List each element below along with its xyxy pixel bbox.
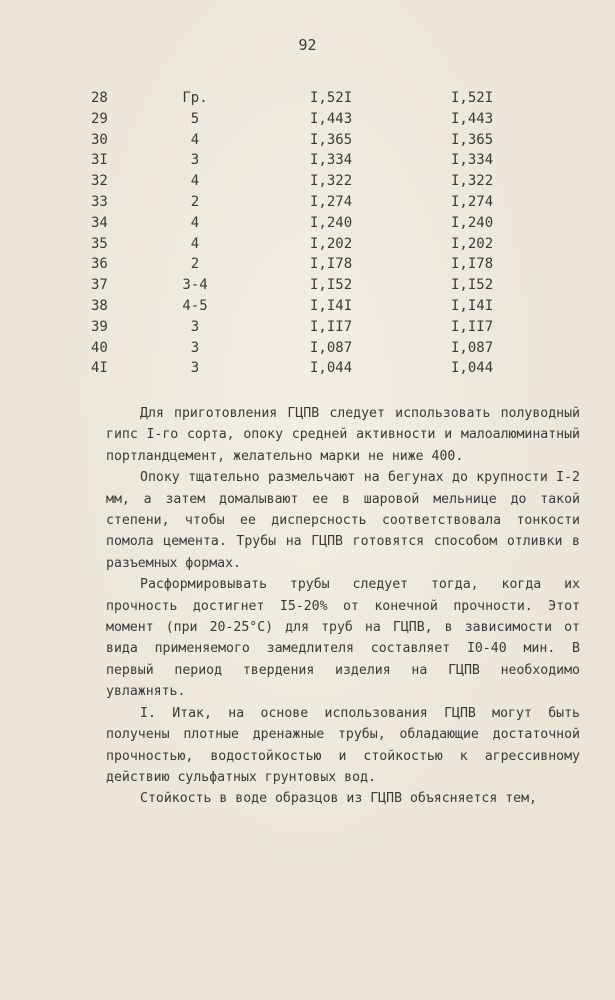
table-row [0,358,615,379]
table-row [0,213,615,234]
table-row [0,150,615,171]
table-row [0,296,615,317]
row-grade: 2 [190,193,200,210]
row-value-1: I,334 [310,152,353,169]
row-value-1: I,I52 [310,277,353,294]
page-number: 92 [298,36,317,54]
row-grade: 3-4 [182,277,208,294]
table-row [0,275,615,296]
table-row [0,192,615,213]
row-number: 4I [91,360,108,377]
row-value-2: I,202 [451,235,494,252]
row-number: 36 [91,256,108,273]
row-grade: 3 [190,152,200,169]
row-value-2: I,I52 [451,277,494,294]
row-grade: 3 [190,318,200,335]
row-value-2: I,I78 [451,256,494,273]
row-number: 34 [91,214,108,231]
row-grade: 4 [190,235,200,252]
row-value-2: I,I4I [451,297,494,314]
row-number: 28 [91,90,108,106]
paragraph: I. Итак, на основе использования ГЦПВ могут быть получены плотные дренажные трубы, обладающие достаточной прочностью, водостойкостью и стойкостью к агрессивному действию сульфатных грунтовых вод. [106,705,580,785]
row-value-1: I,I4I [310,297,353,314]
row-grade: 2 [190,256,200,273]
row-grade: 5 [190,110,200,127]
row-value-1: I,365 [310,131,353,148]
body-text [106,403,580,810]
row-grade: 4-5 [182,297,208,314]
row-number: 37 [91,277,108,294]
table-row [0,130,615,151]
paragraph: Стойкость в воде образцов из ГЦПВ объясняется тем, [140,791,537,807]
row-value-1: I,322 [310,173,353,190]
table-row [0,254,615,275]
table-row [0,88,615,109]
data-table [0,88,615,379]
row-number: 32 [91,173,108,190]
row-value-1: I,II7 [310,318,353,335]
table-row [0,317,615,338]
row-value-2: I,52I [451,90,494,106]
row-number: 29 [91,110,108,127]
row-grade: Гр. [182,90,208,106]
row-value-1: I,52I [310,90,353,106]
table-row [0,109,615,130]
row-grade: 4 [190,173,200,190]
row-number: 38 [91,297,108,314]
row-value-2: I,334 [451,152,494,169]
row-grade: 3 [190,360,200,377]
row-number: 33 [91,193,108,210]
row-grade: 3 [190,339,200,356]
row-value-1: I,443 [310,110,353,127]
row-value-1: I,202 [310,235,353,252]
table-row [0,338,615,359]
row-number: 40 [91,339,108,356]
row-grade: 4 [190,131,200,148]
paragraph: Опоку тщательно размельчают на бегунах до крупности I-2 мм, а затем домалывают ее в шаровой мельнице до такой степени, чтобы ее дисперсность соответствовала тонкости помола цемента. Трубы на ГЦПВ готовятся способом отливки в разъемных формах. [106,470,580,571]
row-value-1: I,274 [310,193,353,210]
paragraph: Расформировывать трубы следует тогда, когда их прочность достигнет I5-20% от конечной прочности. Этот момент (при 20-25°С) для труб на ГЦПВ, в зависимости от вида применяемого замедлителя составляет I0-40 мин. В первый период твердения изделия на ГЦПВ необходимо увлажнять. [106,577,580,700]
row-value-2: I,II7 [451,318,494,335]
row-value-2: I,044 [451,360,494,377]
row-value-1: I,087 [310,339,353,356]
table-row [0,234,615,255]
row-value-2: I,240 [451,214,494,231]
row-number: 39 [91,318,108,335]
row-value-1: I,240 [310,214,353,231]
row-value-1: I,044 [310,360,353,377]
row-value-2: I,443 [451,110,494,127]
row-number: 30 [91,131,108,148]
row-number: 3I [91,152,108,169]
row-value-2: I,274 [451,193,494,210]
table-row [0,171,615,192]
row-value-2: I,365 [451,131,494,148]
row-number: 35 [91,235,108,252]
row-value-1: I,I78 [310,256,353,273]
row-grade: 4 [190,214,200,231]
row-value-2: I,087 [451,339,494,356]
row-value-2: I,322 [451,173,494,190]
paragraph: Для приготовления ГЦПВ следует использовать полуводный гипс I-го сорта, опоку средней активности и малоалюминатный портландцемент, желательно марки не ниже 400. [106,406,580,464]
